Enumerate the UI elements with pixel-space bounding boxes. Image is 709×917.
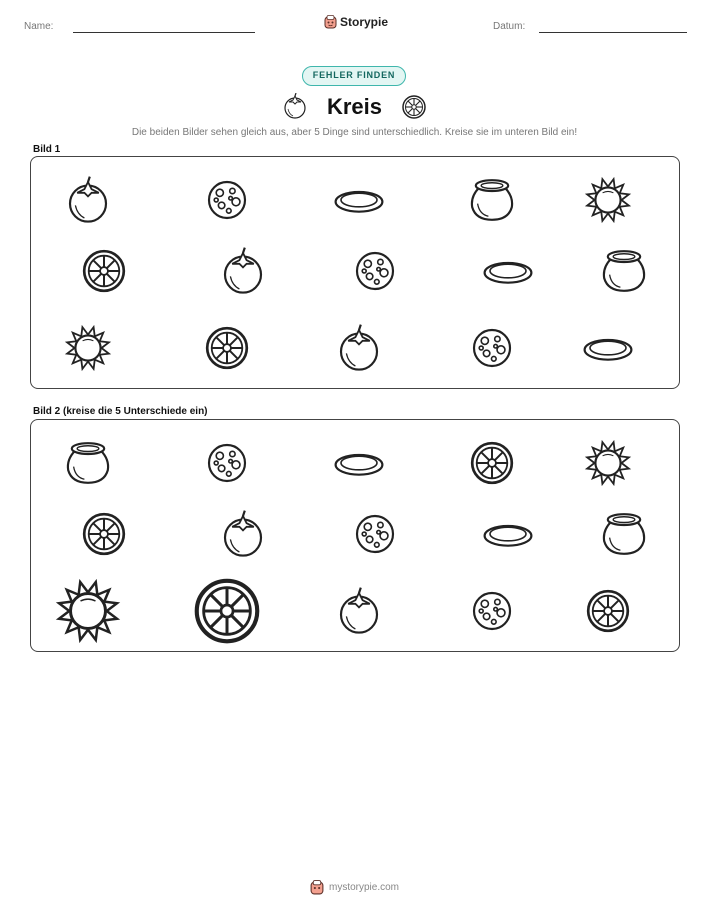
picture2-moon-icon[interactable] [357, 516, 393, 552]
activity-badge: FEHLER FINDEN [302, 66, 406, 86]
picture1-moon-icon [357, 253, 393, 289]
picture2-tomato-icon[interactable] [225, 511, 261, 556]
picture1-wheel-icon [84, 251, 124, 291]
picture1-frame [30, 156, 680, 389]
picture2-plate-icon[interactable] [485, 526, 532, 546]
picture2-wheel-icon[interactable] [588, 591, 628, 631]
name-line[interactable] [73, 32, 255, 33]
picture1-sun-icon [67, 327, 109, 369]
picture1-label: Bild 1 [33, 144, 61, 155]
picture1-tomato-icon [341, 325, 377, 370]
picture1-sun-icon [587, 179, 629, 221]
picture2-frame[interactable] [30, 419, 680, 652]
picture2-moon-icon[interactable] [209, 445, 245, 481]
picture2-sun-icon[interactable] [587, 442, 629, 484]
date-label: Datum: [493, 21, 526, 32]
picture2-wheel-icon[interactable] [197, 581, 258, 642]
picture2-plate-icon[interactable] [336, 455, 383, 475]
picture2-canvas[interactable] [31, 420, 681, 653]
picture1-moon-icon [209, 182, 245, 218]
storypie-logo-icon [310, 880, 324, 895]
picture2-pot-icon[interactable] [604, 514, 644, 554]
picture1-plate-icon [485, 263, 532, 283]
picture1-pot-icon [604, 251, 644, 291]
picture2-label: Bild 2 (kreise die 5 Unterschiede ein) [33, 406, 208, 417]
tomato-icon [282, 93, 308, 119]
storypie-logo-icon [324, 15, 337, 29]
page-title: Kreis [326, 94, 383, 119]
picture2-pot-icon[interactable] [68, 443, 108, 483]
picture1-tomato-icon [70, 177, 106, 222]
brand-name: Storypie [340, 15, 389, 29]
picture2-wheel-icon[interactable] [84, 514, 124, 554]
picture1-canvas [31, 157, 681, 390]
picture2-wheel-icon[interactable] [472, 443, 512, 483]
picture2-moon-icon[interactable] [474, 593, 510, 629]
picture1-pot-icon [472, 180, 512, 220]
instructions: Die beiden Bilder sehen gleich aus, aber 5 Dinge sind unterschiedlich. Kreise sie im unteren Bild ein! [131, 127, 578, 138]
picture1-plate-icon [336, 192, 383, 212]
brand [324, 15, 388, 29]
picture2-sun-icon[interactable] [59, 582, 117, 640]
picture1-tomato-icon [225, 248, 261, 293]
wheel-icon [400, 93, 428, 121]
name-label: Name: [24, 21, 54, 32]
date-line[interactable] [539, 32, 687, 33]
picture1-plate-icon [585, 340, 632, 360]
picture1-moon-icon [474, 330, 510, 366]
footer [0, 880, 709, 895]
picture1-wheel-icon [207, 328, 247, 368]
picture2-tomato-icon[interactable] [341, 588, 377, 633]
footer-site: mystorypie.com [328, 882, 399, 893]
